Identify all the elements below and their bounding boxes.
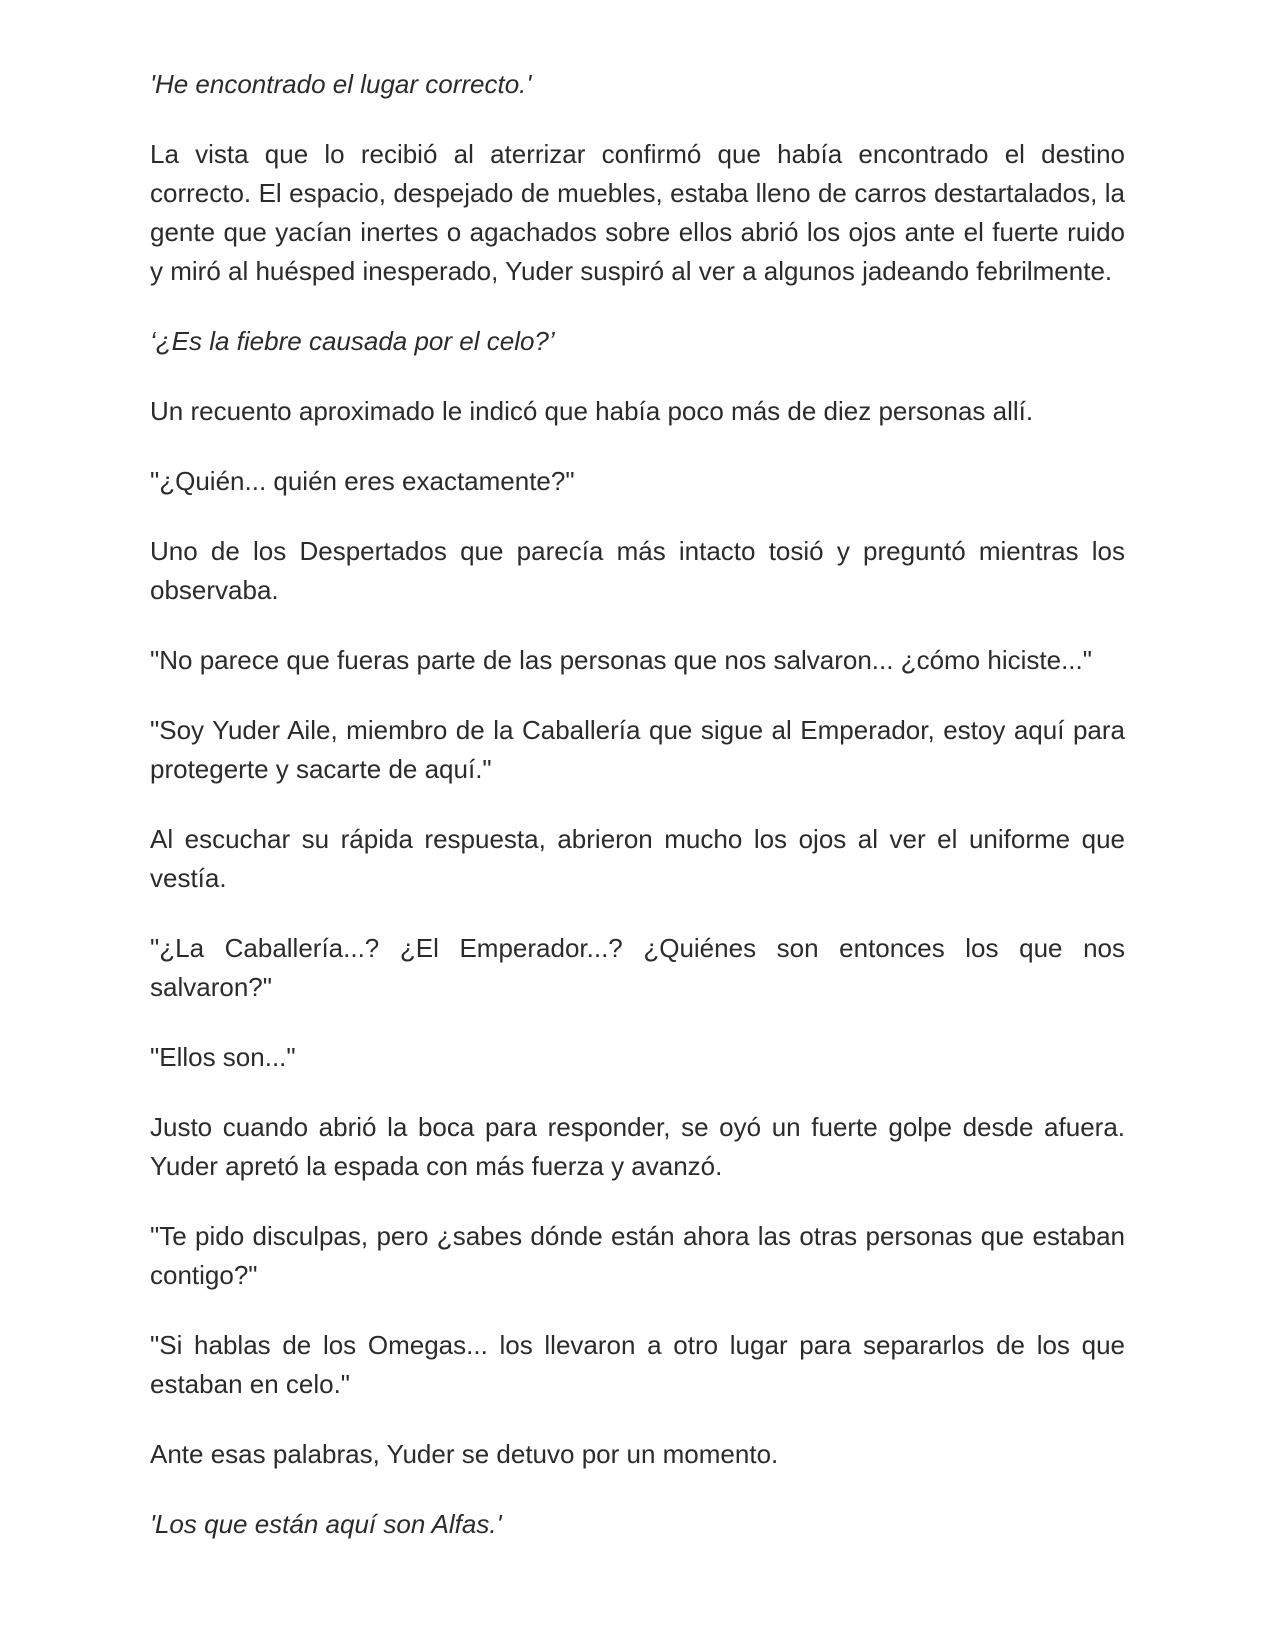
- dialogue-paragraph: "Soy Yuder Aile, miembro de la Caballería que sigue al Emperador, estoy aquí para protegerte y sacarte de aquí.": [150, 715, 1125, 784]
- dialogue-paragraph: "Te pido disculpas, pero ¿sabes dónde están ahora las otras personas que estaban contigo?": [150, 1221, 1125, 1290]
- thought-paragraph: 'He encontrado el lugar correcto.': [150, 69, 532, 99]
- dialogue-paragraph: "¿La Caballería...? ¿El Emperador...? ¿Quiénes son entonces los que nos salvaron?": [150, 933, 1125, 1002]
- narrative-paragraph: Justo cuando abrió la boca para responder, se oyó un fuerte golpe desde afuera. Yuder apretó la espada con más fuerza y avanzó.: [150, 1112, 1125, 1181]
- dialogue-paragraph: "No parece que fueras parte de las personas que nos salvaron... ¿cómo hiciste...": [150, 645, 1092, 675]
- dialogue-paragraph: "Si hablas de los Omegas... los llevaron a otro lugar para separarlos de los que estaban en celo.": [150, 1330, 1125, 1399]
- dialogue-paragraph: "Ellos son...": [150, 1042, 296, 1072]
- narrative-paragraph: Uno de los Despertados que parecía más intacto tosió y preguntó mientras los observaba.: [150, 536, 1125, 605]
- narrative-paragraph: Un recuento aproximado le indicó que había poco más de diez personas allí.: [150, 396, 1034, 426]
- narrative-paragraph: Al escuchar su rápida respuesta, abrieron mucho los ojos al ver el uniforme que vestía.: [150, 824, 1125, 893]
- narrative-paragraph: La vista que lo recibió al aterrizar confirmó que había encontrado el destino correcto. El espacio, despejado de muebles, estaba lleno de carros destartalados, la gente que yacían inertes o agachados sobre ellos abrió los ojos ante el fuerte ruido y miró al huésped inesperado, Yuder suspiró al ver a algunos jadeando febrilmente.: [150, 139, 1125, 286]
- thought-paragraph: ‘¿Es la fiebre causada por el celo?’: [150, 326, 555, 356]
- dialogue-paragraph: "¿Quién... quién eres exactamente?": [150, 466, 575, 496]
- document-page: [150, 65, 1125, 1575]
- narrative-paragraph: Ante esas palabras, Yuder se detuvo por un momento.: [150, 1439, 779, 1469]
- thought-paragraph: 'Los que están aquí son Alfas.': [150, 1509, 502, 1539]
